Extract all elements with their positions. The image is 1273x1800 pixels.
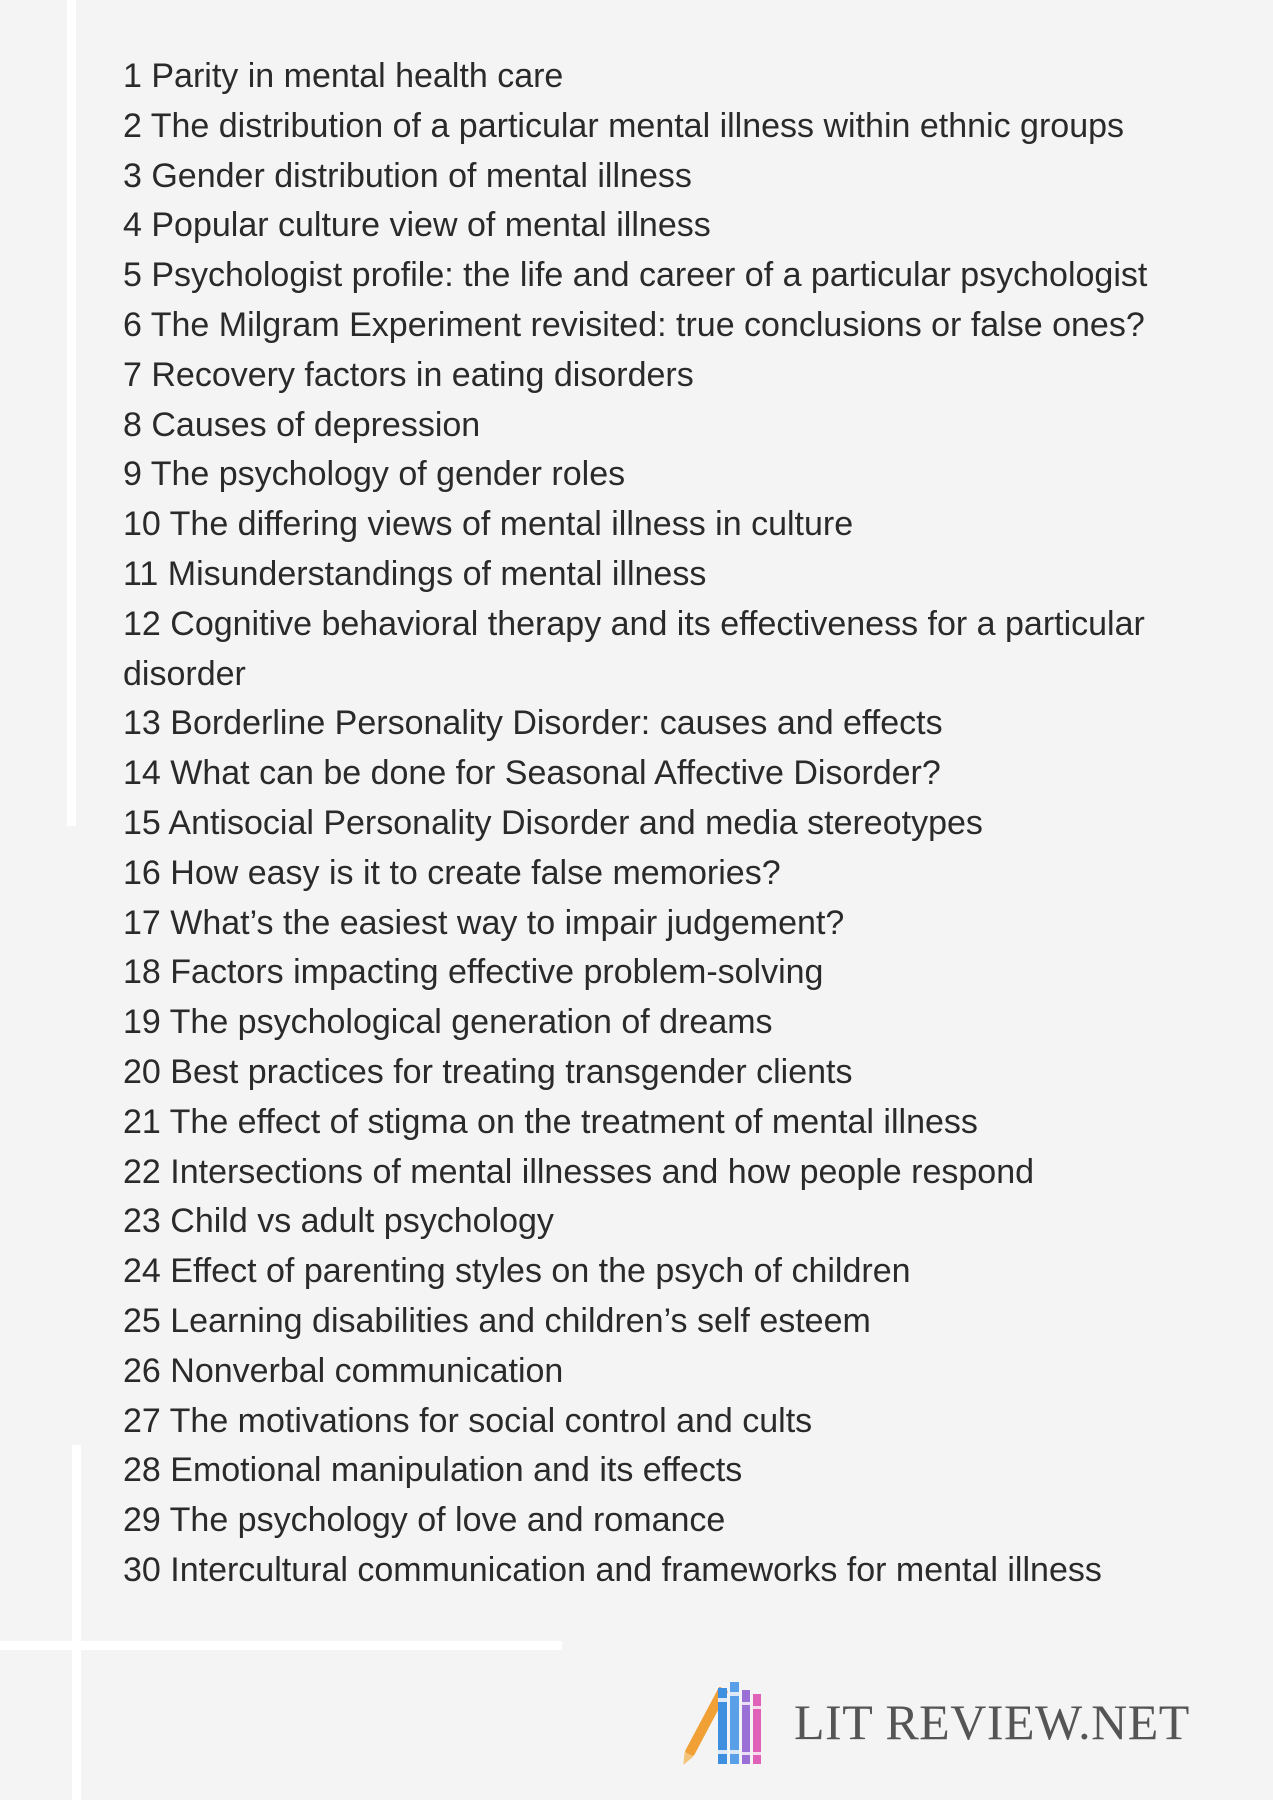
topic-item: 24 Effect of parenting styles on the psych of children (123, 1252, 911, 1291)
topic-item: 3 Gender distribution of mental illness (123, 156, 692, 195)
topic-item: 18 Factors impacting effective problem-solving (123, 953, 824, 992)
topic-item: 9 The psychology of gender roles (123, 455, 626, 494)
topic-item: 28 Emotional manipulation and its effects (123, 1451, 743, 1490)
topic-item: 14 What can be done for Seasonal Affective Disorder? (123, 754, 941, 793)
topic-item: 1 Parity in mental health care (123, 57, 564, 95)
topic-item: 6 The Milgram Experiment revisited: true conclusions or false ones? (123, 305, 1145, 344)
topic-item: 29 The psychology of love and romance (123, 1501, 726, 1540)
topic-item: 21 The effect of stigma on the treatment of mental illness (123, 1102, 978, 1141)
topic-item: 20 Best practices for treating transgender clients (123, 1052, 853, 1091)
topic-item: 30 Intercultural communication and frameworks for mental illness (123, 1550, 1102, 1589)
topic-item: 27 The motivations for social control and cults (123, 1401, 813, 1440)
topic-item: 10 The differing views of mental illness in culture (123, 505, 854, 544)
decorative-vertical-line-bottom (72, 1445, 81, 1800)
logo-text: LIT REVIEW.NET (794, 1694, 1190, 1750)
topic-item: 23 Child vs adult psychology (123, 1202, 554, 1241)
topic-item: 11 Misunderstandings of mental illness (123, 554, 707, 593)
topic-list (123, 52, 1233, 1596)
site-logo (680, 1672, 1190, 1772)
topic-item: 2 The distribution of a particular mental illness within ethnic groups (123, 106, 1125, 145)
topic-item: 19 The psychological generation of dreams (123, 1003, 773, 1042)
topic-item: 13 Borderline Personality Disorder: causes and effects (123, 704, 943, 743)
topic-item: 15 Antisocial Personality Disorder and media stereotypes (123, 803, 983, 842)
decorative-horizontal-line (0, 1641, 562, 1650)
topic-item: 7 Recovery factors in eating disorders (123, 355, 694, 394)
topic-item: 22 Intersections of mental illnesses and how people respond (123, 1152, 1035, 1191)
topic-item: 25 Learning disabilities and children’s self esteem (123, 1301, 871, 1340)
topic-item: 16 How easy is it to create false memories? (123, 853, 781, 892)
topic-item: 8 Causes of depression (123, 405, 481, 444)
topic-item: 5 Psychologist profile: the life and career of a particular psychologist (123, 256, 1148, 295)
decorative-vertical-line-top (67, 0, 76, 826)
topic-item: 17 What’s the easiest way to impair judgement? (123, 903, 845, 942)
topic-item: 12 Cognitive behavioral therapy and its effectiveness for a particular disorder (123, 604, 1145, 693)
topic-item: 26 Nonverbal communication (123, 1351, 564, 1390)
topic-item: 4 Popular culture view of mental illness (123, 206, 711, 245)
books-and-pencil-icon (680, 1672, 790, 1772)
